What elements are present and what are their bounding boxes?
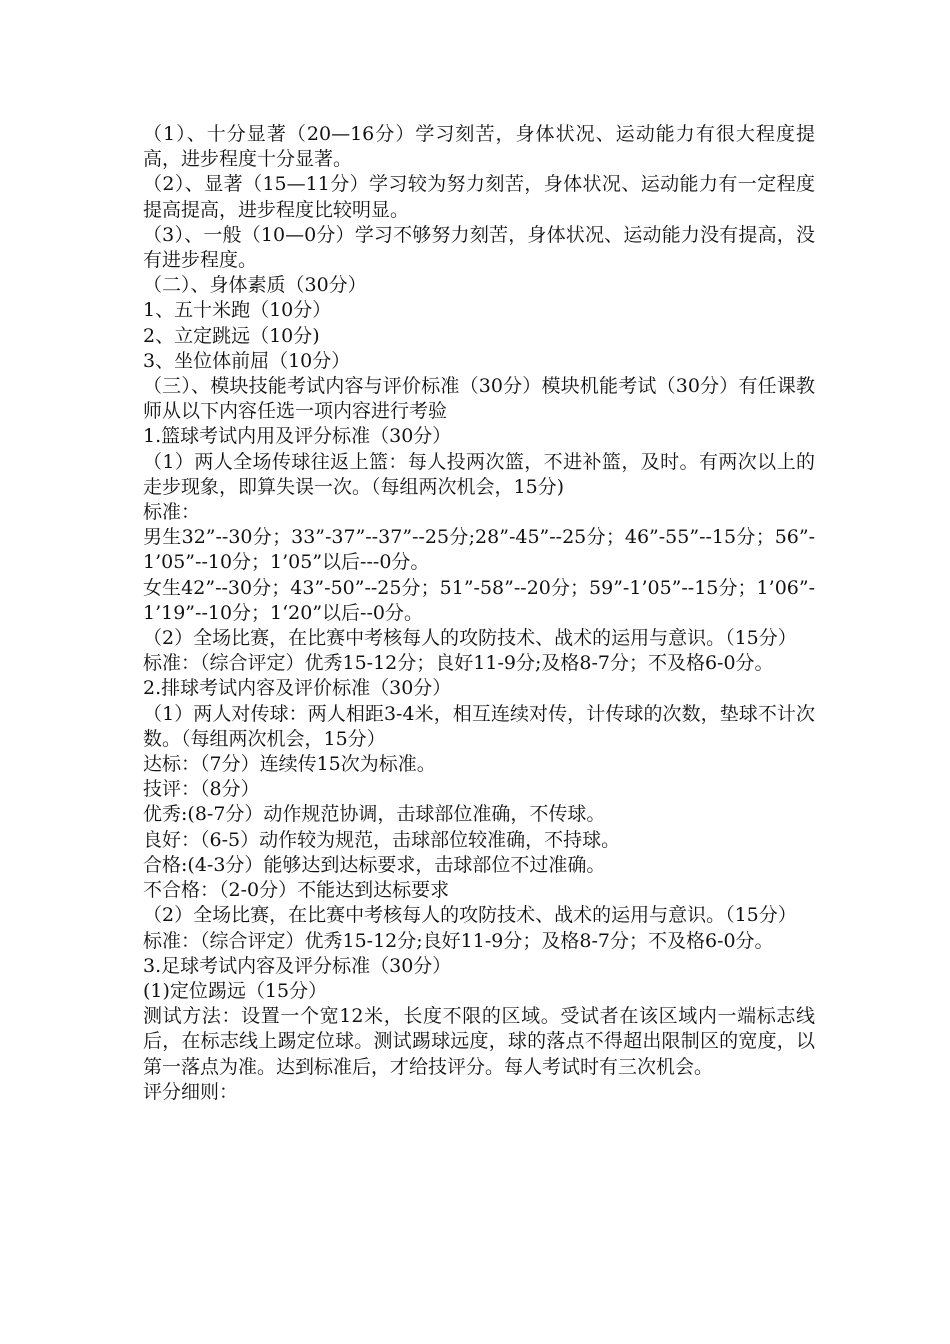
text-line: 技评：（8分）: [143, 778, 260, 801]
text-line: 标准：（综合评定）优秀15-12分;良好11-9分；及格8-7分；不及格6-0分。: [143, 929, 774, 952]
text-line: 达标：（7分）连续传15次为标准。: [143, 753, 436, 776]
section-heading: （二）、身体素质（30分）: [143, 274, 367, 297]
subsection-heading: 2.排球考试内容及评价标准（30分）: [143, 677, 452, 700]
text-line: 女生42”--30分；43”-50”--25分；51”-58”--20分；59”-1’05”--15分；1’06”-1’19”--10分；1‘20”以后--0分。: [143, 576, 815, 624]
text-line: 标准：: [143, 501, 201, 524]
text-line: （1）两人全场传球往返上篮：每人投两次篮，不进补篮，及时。有两次以上的走步现象，即算失误一次。（每组两次机会，15分): [143, 450, 815, 498]
text-line: （1）两人对传球：两人相距3-4米，相互连续对传，计传球的次数，垫球不计次数。（每组两次机会，15分）: [143, 702, 815, 750]
text-line: 男生32”--30分；33”-37”--37”--25分;28”-45”--25分；46”-55”--15分；56”-1’05”--10分；1’05”以后---0分。: [143, 526, 815, 574]
text-line: 评分细则：: [143, 1080, 239, 1103]
subsection-heading: 1.篮球考试内用及评分标准（30分）: [143, 425, 452, 448]
list-item: 2、立定跳远（10分): [143, 324, 320, 347]
document-body: [143, 122, 815, 1105]
text-line: （3）、一般（10—0分）学习不够努力刻苦，身体状况、运动能力没有提高，没有进步程度。: [143, 223, 815, 272]
text-line: 良好：（6-5）动作较为规范，击球部位较准确，不持球。: [143, 828, 621, 851]
text-line: （2）、显著（15—11分）学习较为努力刻苦，身体状况、运动能力有一定程度提高提高，进步程度比较明显。: [143, 173, 815, 221]
subsection-heading: 3.足球考试内容及评分标准（30分）: [143, 954, 452, 977]
text-line: 测试方法：设置一个宽12米，长度不限的区域。受试者在该区域内一端标志线后，在标志线上踢定位球。测试踢球远度，球的落点不得超出限制区的宽度，以第一落点为准。达到标准后，才给技评分。每人考试时有三次机会。: [143, 1005, 815, 1078]
section-heading: （三）、模块技能考试内容与评价标准（30分）模块机能考试（30分）有任课教师从以下内容任选一项内容进行考验: [143, 375, 815, 423]
list-item: 1、五十米跑（10分）: [143, 299, 332, 322]
text-line: 优秀:(8-7分）动作规范协调，击球部位准确，不传球。: [143, 803, 606, 826]
text-line: 标准：（综合评定）优秀15-12分；良好11-9分;及格8-7分；不及格6-0分。: [143, 652, 774, 675]
list-item: 3、坐位体前屈（10分）: [143, 349, 351, 372]
text-line: 不合格：（2-0分）不能达到达标要求: [143, 879, 450, 902]
text-line: (1)定位踢远（15分）: [143, 979, 328, 1002]
text-line: （2）全场比赛，在比赛中考核每人的攻防技术、战术的运用与意识。（15分）: [143, 904, 797, 927]
text-line: （2）全场比赛，在比赛中考核每人的攻防技术、战术的运用与意识。（15分）: [143, 627, 797, 650]
text-line: （1）、十分显著（20—16分）学习刻苦，身体状况、运动能力有很大程度提高，进步程度十分显著。: [143, 123, 815, 171]
text-line: 合格:(4-3分）能够达到达标要求，击球部位不过准确。: [143, 853, 606, 876]
